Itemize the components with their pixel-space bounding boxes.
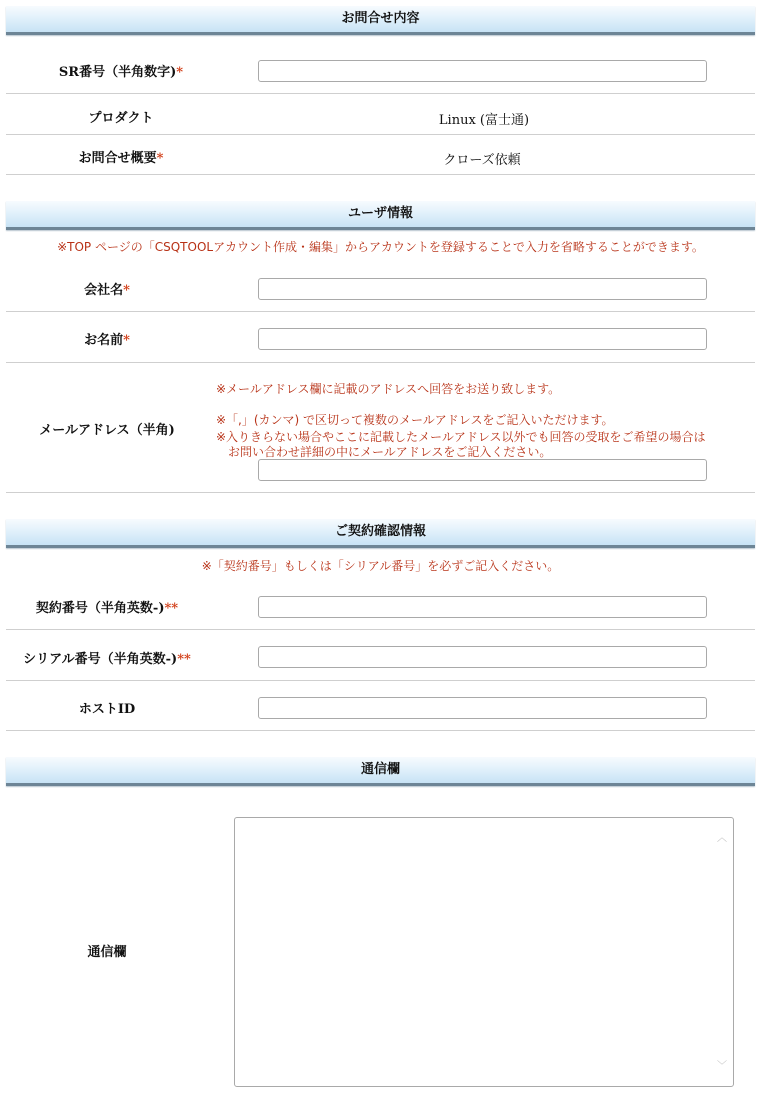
user-info-note: ※TOP ページの「CSQTOOLアカウント作成・編集」からアカウントを登録することで入力を省略することができます。	[57, 240, 704, 254]
row-divider	[6, 174, 755, 175]
required-mark: **	[177, 652, 191, 667]
section-header-contract: ご契約確認情報	[6, 519, 755, 548]
summary-label-text: お問合せ概要	[78, 151, 157, 166]
sr-number-label	[6, 61, 236, 80]
scroll-up-arrow-icon[interactable]: ︿	[717, 833, 727, 844]
row-divider	[6, 362, 755, 363]
name-input[interactable]	[258, 328, 707, 350]
email-note-1: ※メールアドレス欄に記載のアドレスへ回答をお送り致します。	[216, 382, 561, 396]
summary-label	[6, 147, 236, 166]
product-label: プロダクト	[88, 111, 154, 126]
row-divider	[6, 629, 755, 630]
email-label: メールアドレス（半角)	[39, 423, 175, 438]
section-header-inquiry: お問合せ内容	[6, 6, 755, 35]
company-input[interactable]	[258, 278, 707, 300]
email-note-2: ※「,」(カンマ) で区切って複数のメールアドレスをご記入いただけます。	[216, 413, 614, 427]
contract-number-label-text: 契約番号（半角英数-)	[35, 601, 165, 616]
serial-number-label	[0, 648, 222, 667]
product-value: Linux (富士通)	[438, 113, 530, 128]
required-mark: *	[176, 65, 184, 80]
sr-number-input[interactable]	[258, 60, 707, 82]
contract-number-label	[0, 597, 222, 616]
required-mark: *	[123, 333, 130, 348]
message-label: 通信欄	[87, 945, 127, 960]
required-mark: **	[164, 601, 179, 616]
host-id-input[interactable]	[258, 697, 707, 719]
message-textarea[interactable]	[234, 817, 734, 1087]
required-mark: *	[123, 283, 130, 298]
row-divider	[6, 134, 755, 135]
company-label-text: 会社名	[84, 283, 124, 298]
row-divider	[6, 680, 755, 681]
host-id-label: ホストID	[78, 702, 136, 717]
row-divider	[6, 492, 755, 493]
serial-number-input[interactable]	[258, 646, 707, 668]
summary-value: クローズ依頼	[443, 153, 521, 168]
sr-number-label-text: SR番号（半角数字)	[58, 65, 177, 80]
scroll-down-arrow-icon[interactable]: ﹀	[717, 1061, 727, 1072]
contract-number-input[interactable]	[258, 596, 707, 618]
section-header-user: ユーザ情報	[6, 201, 755, 230]
name-label	[0, 329, 222, 348]
row-divider	[6, 730, 755, 731]
section-header-message: 通信欄	[6, 757, 755, 786]
row-divider	[6, 93, 755, 94]
name-label-text: お名前	[84, 333, 124, 348]
serial-number-label-text: シリアル番号（半角英数-)	[23, 652, 178, 667]
email-note-3: ※入りきらない場合やここに記載したメールアドレス以外でも回答の受取をご希望の場合は	[216, 430, 706, 444]
required-mark: *	[156, 151, 164, 166]
contract-note: ※「契約番号」もしくは「シリアル番号」を必ずご記入ください。	[201, 559, 560, 573]
email-input[interactable]	[258, 459, 707, 481]
row-divider	[6, 311, 755, 312]
company-label	[0, 279, 222, 298]
email-note-4: お問い合わせ詳細の中にメールアドレスをご記入ください。	[216, 445, 552, 459]
